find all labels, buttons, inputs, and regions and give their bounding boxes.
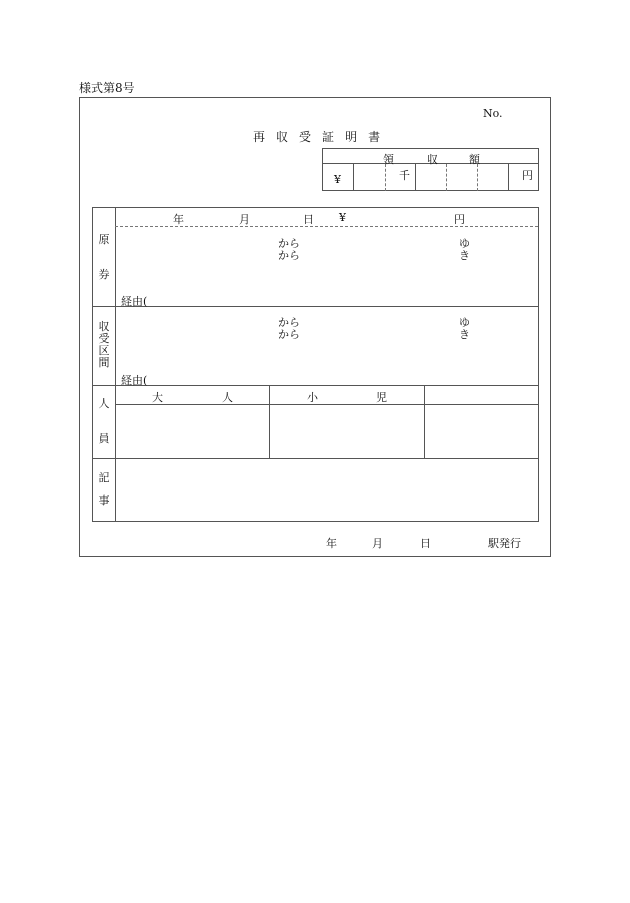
ticket-month: 月 xyxy=(239,213,250,226)
ticket-day: 日 xyxy=(303,213,314,226)
section-label-char: 収 xyxy=(98,320,110,333)
amount-yen-mark: ¥ xyxy=(334,173,341,186)
passenger-column-divider xyxy=(424,385,425,458)
section-from-2: から xyxy=(278,328,300,341)
amount-header xyxy=(323,149,538,164)
remarks-label-char: 事 xyxy=(98,494,110,507)
form-code: 様式第8号 xyxy=(79,81,135,95)
adult-char: 人 xyxy=(222,391,233,404)
passenger-column-divider xyxy=(269,385,270,458)
section-divider xyxy=(93,458,538,459)
amount-header-char: 収 xyxy=(427,153,438,166)
original-ticket-label-char: 原 xyxy=(98,233,110,246)
section-divider xyxy=(93,306,538,307)
ticket-yen-mark: ¥ xyxy=(339,211,346,224)
label-column-divider xyxy=(115,208,116,521)
remarks-label-char: 記 xyxy=(98,471,110,484)
section-to-2: き xyxy=(459,328,470,341)
ticket-year: 年 xyxy=(173,213,184,226)
amount-divider xyxy=(353,164,354,191)
child-char: 児 xyxy=(376,391,387,404)
section-label-char: 間 xyxy=(98,356,110,369)
station-issued: 駅発行 xyxy=(488,537,521,550)
document-title xyxy=(253,128,391,145)
amount-yen-unit: 円 xyxy=(522,169,533,182)
title-char: 証 xyxy=(322,130,336,144)
ticket-to-1: ゆ xyxy=(459,237,470,250)
issue-month: 月 xyxy=(372,537,383,550)
ticket-via: 経由( xyxy=(121,295,148,308)
amount-digit-divider xyxy=(477,164,478,191)
title-char: 明 xyxy=(345,130,359,144)
section-from-1: から xyxy=(278,316,300,329)
title-char: 受 xyxy=(299,130,313,144)
amount-header-char: 領 xyxy=(383,153,394,166)
number-label: No. xyxy=(483,107,503,120)
amount-divider xyxy=(508,164,509,191)
issue-day: 日 xyxy=(420,537,431,550)
amount-box xyxy=(322,148,539,191)
details-table xyxy=(92,207,539,522)
amount-digit-divider xyxy=(385,164,386,191)
passengers-label-char: 人 xyxy=(98,397,110,410)
ticket-from-1: から xyxy=(278,237,300,250)
amount-header-char: 額 xyxy=(469,153,480,166)
title-char: 再 xyxy=(253,130,267,144)
passengers-label-char: 員 xyxy=(98,432,110,445)
amount-divider xyxy=(415,164,416,191)
amount-thousand-unit: 千 xyxy=(399,169,410,182)
title-char: 収 xyxy=(276,130,290,144)
section-to-1: ゆ xyxy=(459,316,470,329)
passenger-header-divider xyxy=(115,404,538,405)
title-char: 書 xyxy=(368,130,382,144)
ticket-yen-unit: 円 xyxy=(454,213,465,226)
original-ticket-label-char: 券 xyxy=(98,268,110,281)
child-char: 小 xyxy=(307,391,318,404)
issue-year: 年 xyxy=(326,537,337,550)
section-divider xyxy=(93,385,538,386)
ticket-from-2: から xyxy=(278,249,300,262)
section-label-char: 区 xyxy=(98,344,110,357)
section-label-char: 受 xyxy=(98,332,110,345)
amount-digit-divider xyxy=(446,164,447,191)
adult-char: 大 xyxy=(152,391,163,404)
section-via: 経由( xyxy=(121,374,148,387)
ticket-to-2: き xyxy=(459,249,470,262)
